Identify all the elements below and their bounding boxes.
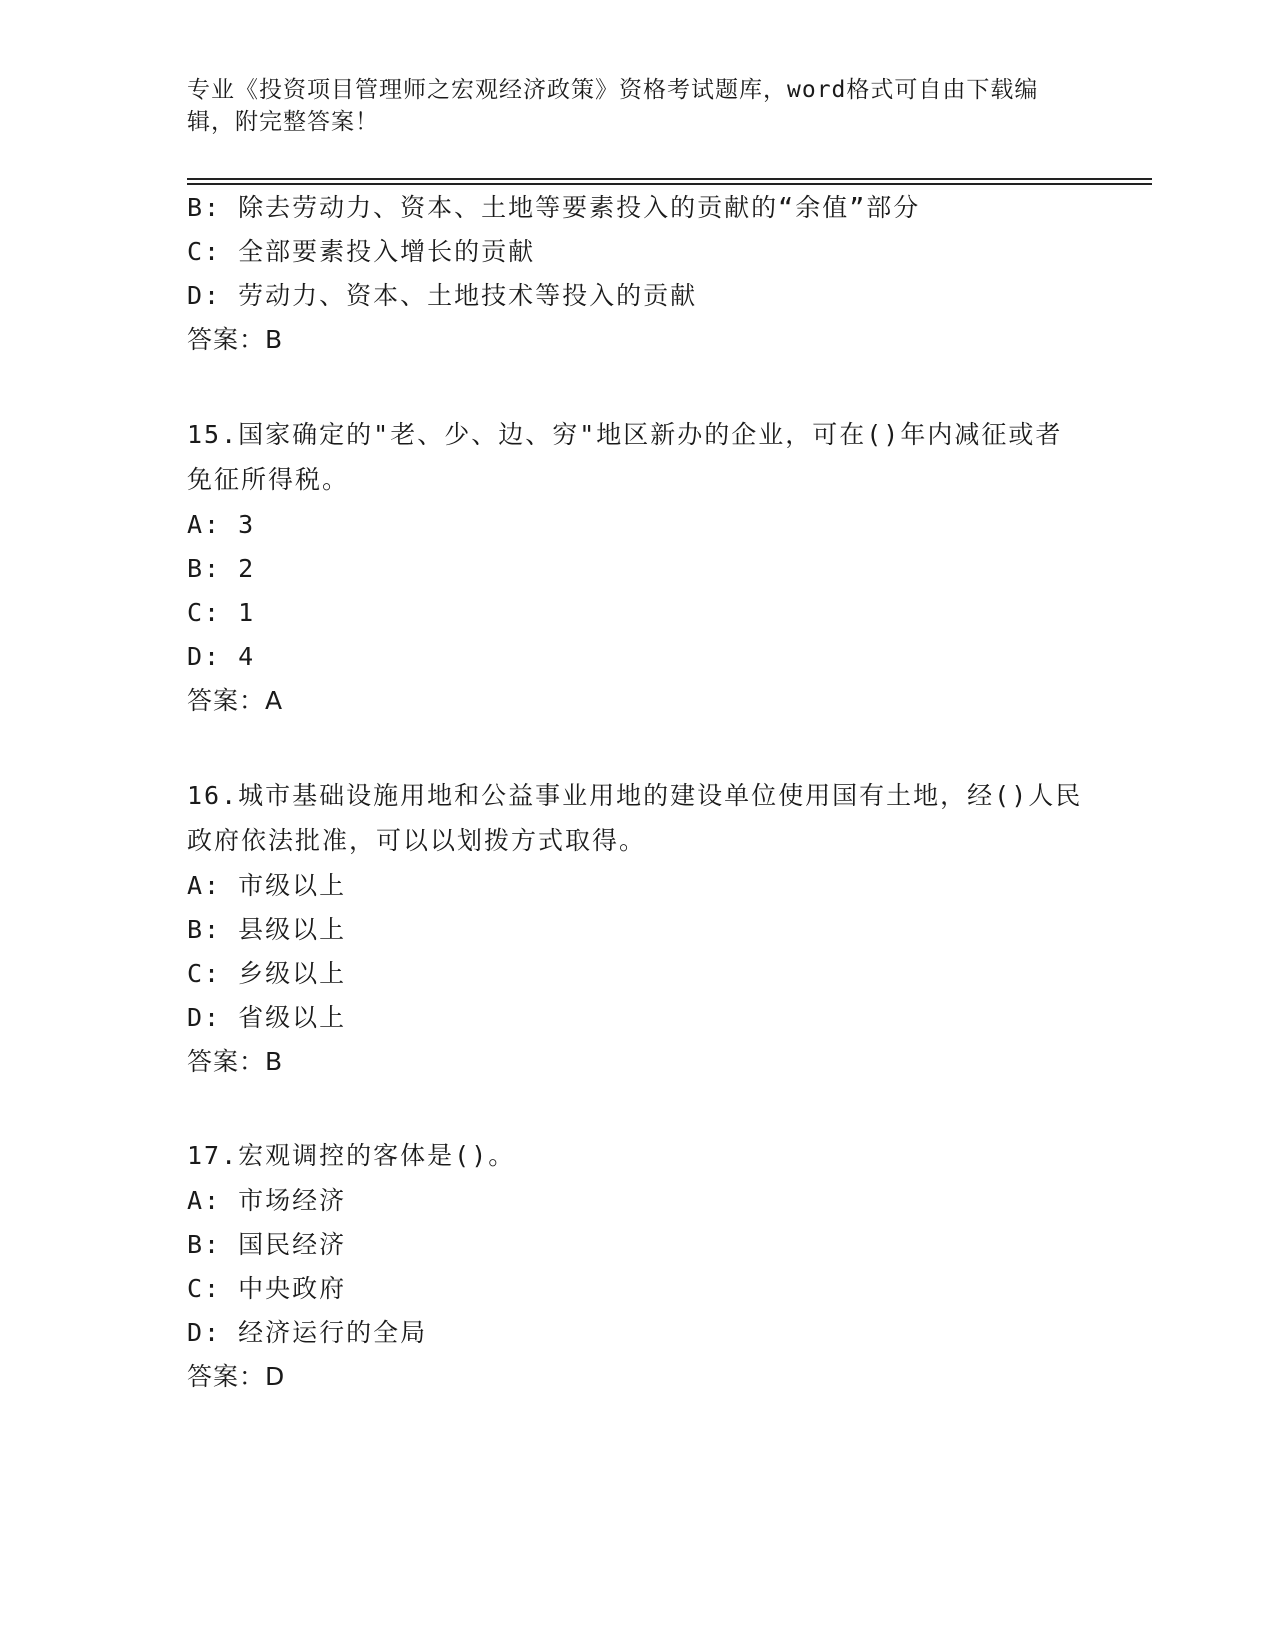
q16-option-c: C: 乡级以上 (187, 959, 347, 988)
q15-option-a: A: 3 (187, 510, 256, 539)
q15-answer: 答案：A (187, 686, 284, 715)
q16-answer: 答案：B (187, 1047, 284, 1076)
q15-option-b: B: 2 (187, 554, 256, 583)
q17-option-b: B: 国民经济 (187, 1230, 347, 1259)
q14-option-b: B: 除去劳动力、资本、土地等要素投入的贡献的“余值”部分 (187, 193, 921, 222)
q16-option-d: D: 省级以上 (187, 1003, 347, 1032)
q17-option-c: C: 中央政府 (187, 1274, 347, 1303)
q14-option-d: D: 劳动力、资本、土地技术等投入的贡献 (187, 281, 698, 310)
q16-option-b: B: 县级以上 (187, 915, 347, 944)
q14-answer: 答案：B (187, 325, 284, 354)
header-divider-top (187, 178, 1152, 180)
q17-option-a: A: 市场经济 (187, 1186, 347, 1215)
q17-answer: 答案：D (187, 1362, 286, 1391)
q15-option-d: D: 4 (187, 642, 256, 671)
q15-stem: 15.国家确定的"老、少、边、穷"地区新办的企业，可在()年内减征或者免征所得税。 (187, 420, 1063, 494)
q15-option-c: C: 1 (187, 598, 256, 627)
q14-option-c: C: 全部要素投入增长的贡献 (187, 237, 536, 266)
q16-stem: 16.城市基础设施用地和公益事业用地的建设单位使用国有土地，经()人民政府依法批准，可以以划拨方式取得。 (187, 781, 1083, 855)
document-header: 专业《投资项目管理师之宏观经济政策》资格考试题库，word格式可自由下载编辑，附完整答案！ (187, 77, 1039, 135)
q17-option-d: D: 经济运行的全局 (187, 1318, 428, 1347)
q17-stem: 17.宏观调控的客体是()。 (187, 1141, 516, 1170)
header-divider-bottom (187, 183, 1152, 185)
q16-option-a: A: 市级以上 (187, 871, 347, 900)
